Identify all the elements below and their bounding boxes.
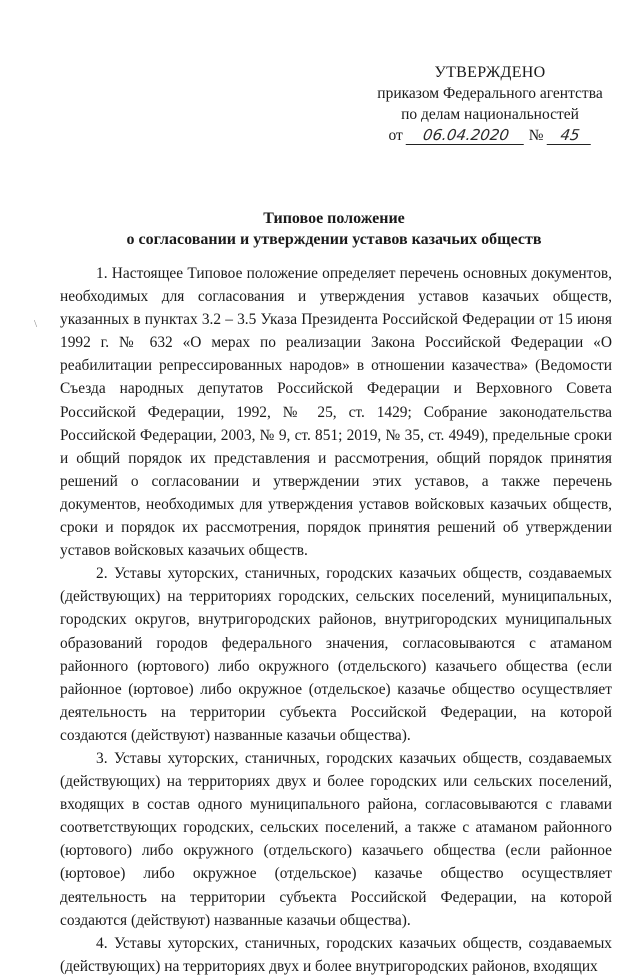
order-line (372, 125, 608, 146)
approval-block (372, 62, 608, 146)
approval-heading: УТВЕРЖДЕНО (434, 64, 546, 81)
paragraph-4: 4. Уставы хуторских, станичных, городских казачьих обществ, создаваемых (действующих) на территориях двух и более внутригородских районов, входящих (60, 934, 612, 975)
document-title (60, 208, 608, 250)
title-line-2: о согласовании и утверждении уставов казачьих обществ (126, 231, 542, 248)
title-line-1: Типовое положение (263, 210, 405, 227)
approval-line-dept: по делам национальностей (401, 106, 579, 123)
paragraph-3: 3. Уставы хуторских, станичных, городских казачьих обществ, создаваемых (действующих) на территориях двух и более городских или сельских поселений, входящих в состав одного муниципального района, согласовываются с главами соответствующих городских, сельских поселений, а также с атаманом районного (юртового) либо окружного (отдельского) казачьего общества (если районное (юртовое) либо окружное (отдельское) казачье общество осуществляет деятельность на территории субъекта Российской Федерации, на которой создаются (действуют) названные казачьи общества). (60, 749, 612, 929)
number-label: № (528, 127, 544, 144)
order-date: 06.04.2020 (405, 126, 526, 145)
approval-line-agency: приказом Федерального агентства (377, 85, 603, 102)
margin-mark: \ (34, 318, 38, 330)
document-body (60, 262, 612, 978)
from-label: от (388, 127, 403, 144)
paragraph-2: 2. Уставы хуторских, станичных, городских казачьих обществ, создаваемых (действующих) на территориях городских, сельских поселений, муниципальных, городских округов, внутригородских районов, внутригородских муниципальных образований городов федерального значения, согласовываются с атаманом районного (юртового) либо окружного (отдельского) казачьего общества (если районное (юртовое) либо окружное (отдельское) казачье общество осуществляет деятельность на территории субъекта Российской Федерации, на которой создаются (действуют) названные казачьи общества). (60, 565, 612, 744)
order-number: 45 (546, 126, 593, 145)
paragraph-1: 1. Настоящее Типовое положение определяет перечень основных документов, необходимых для согласования и утверждения уставов казачьих обществ, указанных в пунктах 3.2 – 3.5 Указа Президента Российской Федерации от 15 июня 1992 г. № 632 «О мерах по реализации Закона Российской Федерации «О реабилитации репрессированных народов» в отношении казачества» (Ведомости Съезда народных депутатов Российской Федерации и Верховного Совета Российской Федерации, 1992, № 25, ст. 1429; Собрание законодательства Российской Федерации, 2003, № 9, ст. 851; 2019, № 35, ст. 4949), предельные сроки и общий порядок их представления и рассмотрения, общий порядок принятия решений о согласовании и утверждении этих уставов, а также перечень документов, необходимых для утверждения уставов войсковых казачьих обществ, сроки и порядок их рассмотрения, порядок принятия решений об утверждении уставов войсковых казачьих обществ. (60, 265, 612, 560)
